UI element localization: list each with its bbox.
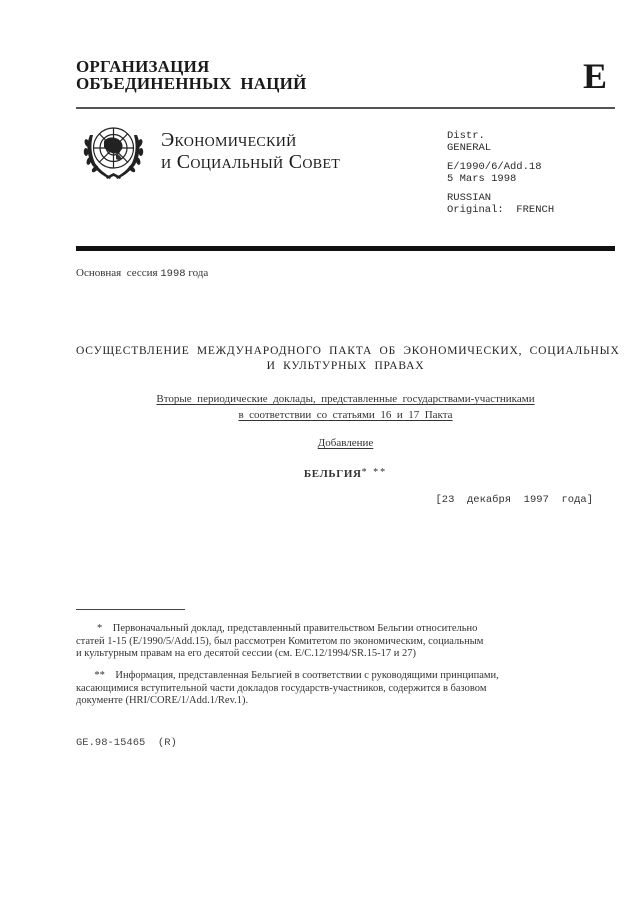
country-heading	[76, 467, 615, 480]
country-name: БЕЛЬГИЯ	[303, 468, 362, 480]
footnote-1-line-1: * Первоначальный доклад, представленный правительством Бельгии относительно	[76, 623, 478, 634]
organization-line-1: ОРГАНИЗАЦИЯ	[76, 57, 210, 76]
distribution-value: GENERAL	[447, 141, 492, 154]
document-subtitle	[76, 391, 615, 423]
title-line-2: И КУЛЬТУРНЫХ ПРАВАХ	[266, 360, 425, 372]
council-name	[161, 129, 340, 173]
footnote-2-line-2: касающимися вступительной части докладов государств-участников, содержится в базовом	[76, 682, 487, 694]
footnote-marks: * **	[361, 467, 388, 478]
addendum-label: Добавление	[317, 437, 374, 449]
addendum-heading	[76, 437, 615, 449]
council-line-1: Экономический	[161, 129, 297, 151]
footnote-1-line-3: и культурным правам на его десятой сессии (см. E/C.12/1994/SR.15-17 и 27)	[76, 648, 417, 659]
footnote-1-line-2: статей 1-15 (E/1990/5/Add.15), был рассмотрен Комитетом по экономическим, социальным	[76, 635, 484, 647]
footnote-1	[76, 623, 596, 661]
footnote-2-line-1: ** Информация, представленная Бельгией в соответствии с руководящими принципами,	[76, 670, 499, 681]
document-symbol: E/1990/6/Add.18	[447, 161, 542, 173]
subtitle-line-2: в соответствии со статьями 16 и 17 Пакта	[238, 409, 453, 421]
footnote-2	[76, 670, 596, 708]
footnote-divider	[76, 609, 185, 610]
original-language: Original: FRENCH	[447, 203, 555, 216]
organization-name	[76, 58, 307, 92]
document-title	[76, 344, 620, 374]
document-language: RUSSIAN	[447, 192, 492, 204]
language-letter: E	[583, 56, 608, 96]
report-date: [23 декабря 1997 года]	[435, 494, 593, 506]
organization-line-2: ОБЪЕДИНЕННЫХ НАЦИЙ	[76, 74, 307, 93]
session-text-after: года	[185, 267, 209, 279]
header-divider	[76, 107, 615, 109]
title-line-1: ОСУЩЕСТВЛЕНИЕ МЕЖДУНАРОДНОГО ПАКТА ОБ ЭКОНОМИЧЕСКИХ, СОЦИАЛЬНЫХ	[76, 345, 620, 357]
document-metadata	[447, 131, 554, 216]
header-thick-divider	[76, 246, 615, 251]
document-date: 5 Mars 1998	[447, 172, 517, 185]
job-number: GE.98-15465 (R)	[76, 737, 177, 749]
subtitle-line-1: Вторые периодические доклады, представленные государствами-участниками	[156, 393, 535, 405]
footnote-2-line-3: документе (HRI/CORE/1/Add.1/Rev.1).	[76, 695, 249, 706]
distribution-label: Distr.	[447, 130, 485, 142]
session-year: 1998	[160, 268, 186, 280]
council-line-2: и Социальный Совет	[161, 151, 341, 173]
un-emblem-icon	[76, 117, 151, 185]
session-line	[76, 267, 208, 280]
session-text-before: Основная сессия	[76, 267, 161, 279]
